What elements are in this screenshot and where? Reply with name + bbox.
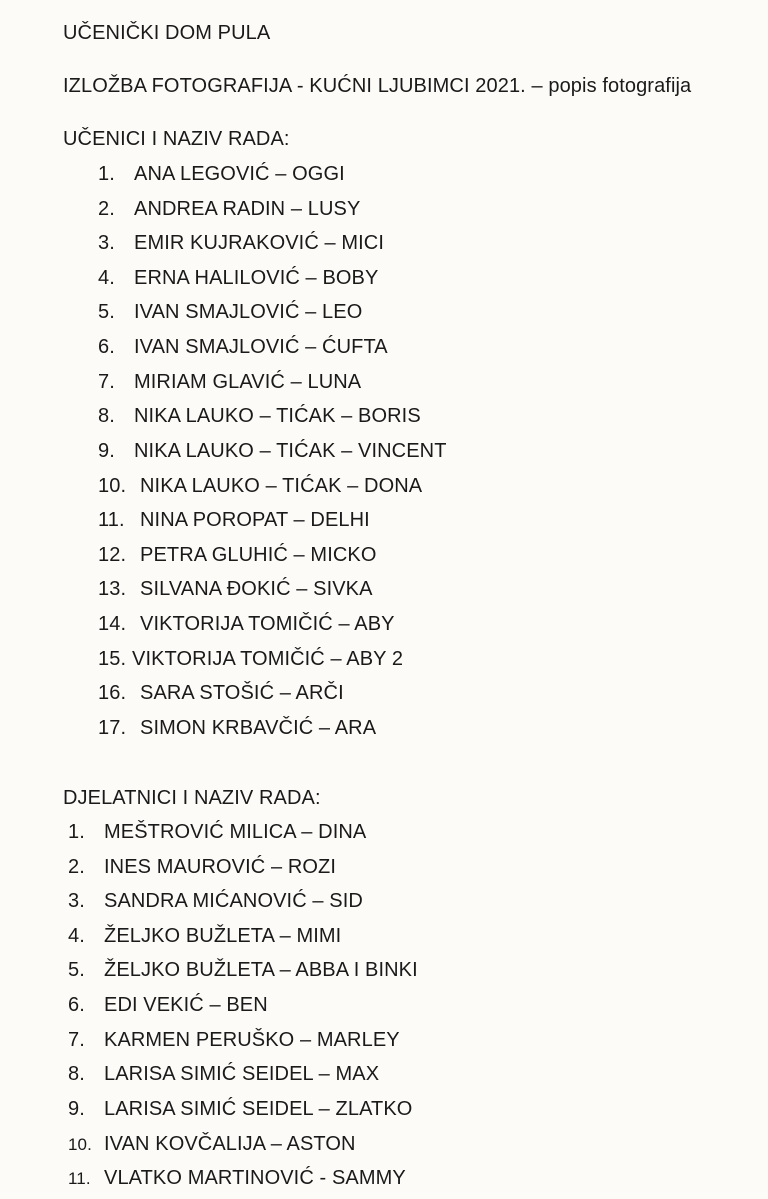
list-item-number: 11. [68,1169,91,1188]
list-item-number: 6. [68,994,85,1016]
list-item-number: 7. [68,1029,85,1051]
list-item [68,958,418,982]
list-item-text: SARA STOŠIĆ – ARČI [140,682,344,704]
list-item-number: 10. [98,475,127,497]
list-item-number: 7. [98,371,115,393]
list-item [98,439,447,463]
list-item [68,820,366,844]
list-item [98,335,388,359]
list-item-text: EMIR KUJRAKOVIĆ – MICI [134,232,385,254]
list-item [98,474,422,498]
list-item-text: VIKTORIJA TOMIČIĆ – ABY [140,613,395,635]
list-item-text: SANDRA MIĆANOVIĆ – SID [104,890,363,912]
list-item-text: MIRIAM GLAVIĆ – LUNA [134,371,362,393]
list-item-number: 11. [98,509,125,531]
list-item-number: 12. [98,544,127,566]
list-item-text: VLATKO MARTINOVIĆ - SAMMY [104,1167,406,1189]
list-item [98,647,403,671]
list-item-number: 4. [98,267,115,289]
list-item-number: 1. [68,821,85,843]
list-item-number: 9. [98,440,115,462]
list-item [98,370,361,394]
list-item-text: SILVANA ĐOKIĆ – SIVKA [140,578,373,600]
list-item-text: NIKA LAUKO – TIĆAK – DONA [140,475,423,497]
list-item-number: 9. [68,1098,85,1120]
list-item [98,197,360,221]
list-item [98,508,370,532]
list-item [98,577,373,601]
list-item-number: 3. [68,890,85,912]
exhibition-title: IZLOŽBA FOTOGRAFIJA - KUĆNI LJUBIMCI 2021. – popis fotografija [63,75,692,97]
list-item-text: EDI VEKIĆ – BEN [104,994,268,1016]
students-heading: UČENICI I NAZIV RADA: [63,128,290,150]
list-item-text: VIKTORIJA TOMIČIĆ – ABY 2 [132,648,404,670]
list-item-text: ERNA HALILOVIĆ – BOBY [134,267,379,289]
list-item-text: NIKA LAUKO – TIĆAK – BORIS [134,405,421,427]
list-item [98,543,377,567]
list-item-number: 13. [98,578,127,600]
list-item-number: 8. [98,405,115,427]
list-item-number: 3. [98,232,115,254]
list-item-text: ANDREA RADIN – LUSY [134,198,361,220]
list-item-text: INES MAUROVIĆ – ROZI [104,856,337,878]
list-item-text: NINA POROPAT – DELHI [140,509,370,531]
list-item [68,1166,406,1191]
list-item [98,681,344,705]
list-item-text: NIKA LAUKO – TIĆAK – VINCENT [134,440,447,462]
list-item-text: KARMEN PERUŠKO – MARLEY [104,1029,400,1051]
list-item-text: LARISA SIMIĆ SEIDEL – MAX [104,1063,380,1085]
list-item-number: 5. [68,959,85,981]
list-item [98,716,376,740]
list-item-text: SIMON KRBAVČIĆ – ARA [140,717,377,739]
list-item-number: 15. [98,648,127,670]
list-item-number: 14. [98,613,127,635]
list-item [68,1132,356,1157]
list-item-number: 2. [68,856,85,878]
list-item-text: IVAN SMAJLOVIĆ – ĆUFTA [134,336,388,358]
institution-title: UČENIČKI DOM PULA [63,22,271,44]
list-item-number: 10. [68,1135,92,1154]
list-item [68,993,268,1017]
list-item [68,1028,400,1052]
list-item-text: PETRA GLUHIĆ – MICKO [140,544,377,566]
list-item [98,300,362,324]
list-item-text: IVAN KOVČALIJA – ASTON [104,1133,356,1155]
list-item [98,612,395,636]
list-item-text: ŽELJKO BUŽLETA – ABBA I BINKI [104,959,418,981]
list-item-number: 2. [98,198,115,220]
list-item [68,1097,412,1121]
list-item [98,266,378,290]
list-item-number: 16. [98,682,127,704]
list-item [98,162,345,186]
list-item-text: IVAN SMAJLOVIĆ – LEO [134,301,363,323]
list-item-number: 17. [98,717,127,739]
list-item-number: 1. [98,163,115,185]
list-item-text: ŽELJKO BUŽLETA – MIMI [104,925,342,947]
list-item [68,1062,379,1086]
list-item-text: MEŠTROVIĆ MILICA – DINA [104,821,367,843]
list-item [98,231,384,255]
list-item [68,889,363,913]
list-item-text: LARISA SIMIĆ SEIDEL – ZLATKO [104,1098,413,1120]
staff-heading: DJELATNICI I NAZIV RADA: [63,787,321,809]
list-item [98,404,421,428]
list-item [68,855,336,879]
list-item-text: ANA LEGOVIĆ – OGGI [134,163,345,185]
list-item-number: 4. [68,925,85,947]
list-item-number: 6. [98,336,115,358]
list-item [68,924,341,948]
list-item-number: 8. [68,1063,85,1085]
list-item-number: 5. [98,301,115,323]
